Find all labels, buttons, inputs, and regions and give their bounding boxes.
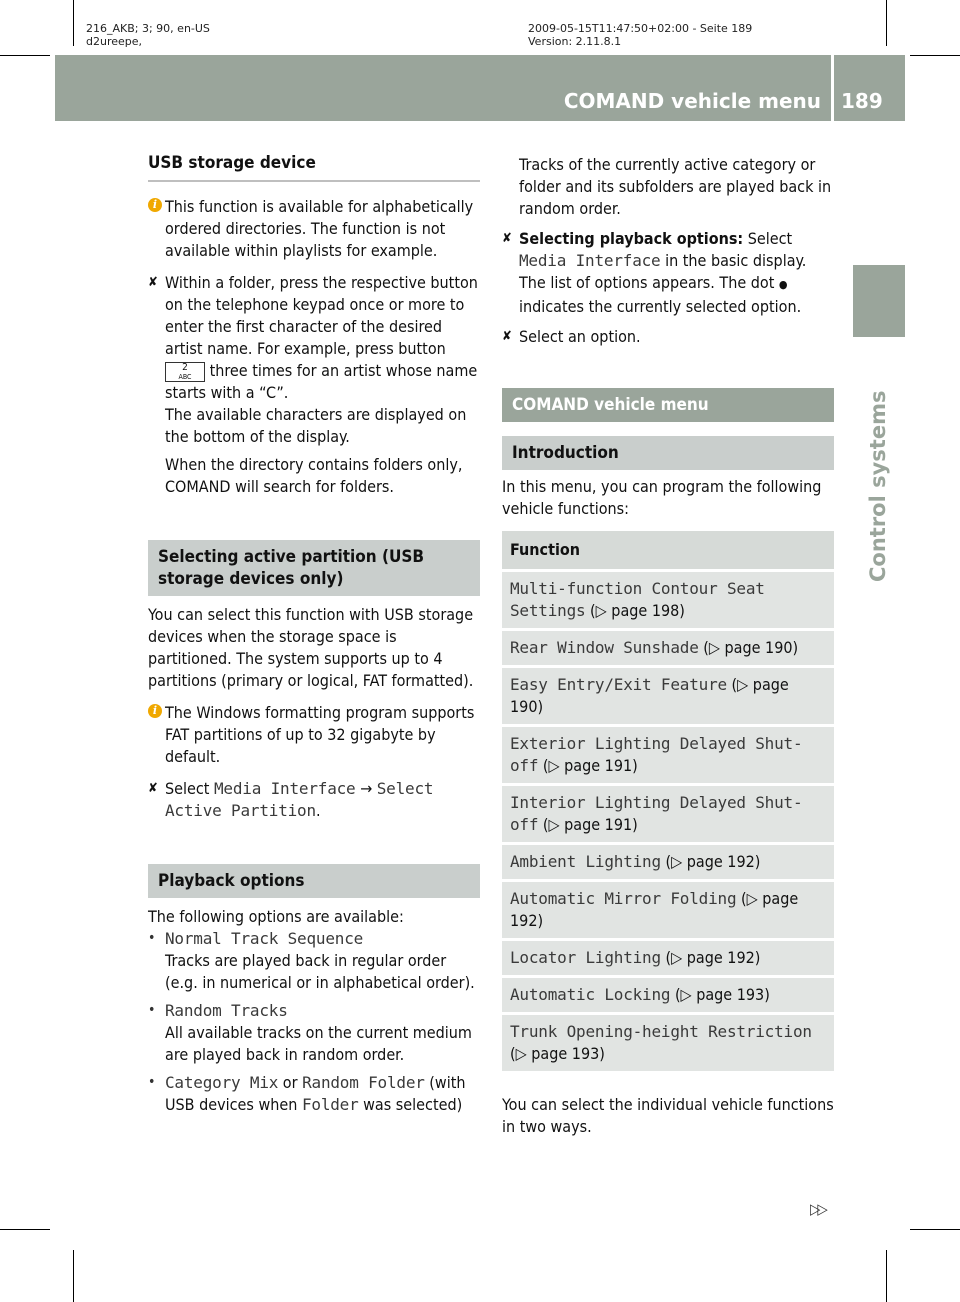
intro-heading: Introduction xyxy=(502,436,834,470)
step-text: indicates the currently selected option. xyxy=(519,297,802,316)
side-tab-bar xyxy=(853,265,905,337)
step-title: Selecting playback options: xyxy=(519,229,744,248)
step-text: Select an option. xyxy=(519,327,641,346)
option-name: Random Tracks xyxy=(165,1001,288,1020)
crop-mark xyxy=(0,55,50,56)
table-row xyxy=(502,727,834,783)
print-meta-left xyxy=(86,22,210,48)
bullet-icon: • xyxy=(148,1002,156,1018)
step-text: . xyxy=(315,801,321,820)
crop-mark xyxy=(0,1229,50,1230)
key-2-icon xyxy=(165,362,205,382)
continued-text: Tracks of the currently active category or folder and its subfolders are played back in random order. xyxy=(519,155,832,218)
bullet-icon: • xyxy=(148,930,156,946)
step-arrow-icon: ✘ xyxy=(148,781,158,796)
table-header: Function xyxy=(502,531,834,569)
instruction-step xyxy=(502,326,834,348)
option-name: Category Mix xyxy=(165,1073,279,1092)
table-row xyxy=(502,845,834,879)
table-row xyxy=(502,941,834,975)
menu-path: Media Interface xyxy=(214,779,356,798)
function-name: Exterior Lighting Delayed Shut-off xyxy=(510,734,803,775)
partition-heading: Selecting active partition (USB storage devices only) xyxy=(148,540,480,596)
page-reference: (▷ page 193) xyxy=(510,1044,605,1063)
menu-path: Select Active Partition xyxy=(165,779,434,820)
crop-mark xyxy=(910,1229,960,1230)
option-name: Normal Track Sequence xyxy=(165,929,364,948)
continue-icon: ▷▷ xyxy=(810,1200,825,1218)
right-column xyxy=(502,154,834,1138)
step-text: When the directory contains folders only, COMAND will search for folders. xyxy=(165,455,463,496)
meta-line: 2009-05-15T11:47:50+02:00 - Seite 189 xyxy=(528,22,753,35)
info-text: This function is available for alphabetically ordered directories. The function is not available within playlists for example. xyxy=(165,197,474,260)
bullet-icon: • xyxy=(148,1074,156,1090)
function-name: Easy Entry/Exit Feature xyxy=(510,675,727,694)
table-row xyxy=(502,1015,834,1071)
option-desc: was selected) xyxy=(363,1095,463,1114)
page-number: 189 xyxy=(841,89,883,113)
option-name: Random Folder xyxy=(302,1073,425,1092)
function-cell xyxy=(502,845,834,879)
table-row xyxy=(502,786,834,842)
option-desc: All available tracks on the current medium are played back in random order. xyxy=(165,1023,472,1064)
function-cell xyxy=(502,1015,834,1071)
info-note xyxy=(148,196,480,262)
meta-line: Version: 2.11.8.1 xyxy=(528,35,622,48)
usb-heading: USB storage device xyxy=(148,152,480,182)
function-name: Automatic Mirror Folding xyxy=(510,889,737,908)
function-cell xyxy=(502,941,834,975)
intro-text: In this menu, you can program the following vehicle functions: xyxy=(502,477,822,518)
page-reference: (▷ page 198) xyxy=(590,601,685,620)
step-text: in the basic display. The list of options appears. The dot xyxy=(519,251,807,292)
dot-icon: ● xyxy=(778,278,788,291)
function-cell xyxy=(502,631,834,665)
option-desc: (with USB devices when xyxy=(165,1073,466,1114)
instruction-step xyxy=(148,778,480,822)
option-desc: or xyxy=(282,1073,298,1092)
function-name: Automatic Locking xyxy=(510,985,671,1004)
page-reference: (▷ page 192) xyxy=(510,889,799,930)
option-item xyxy=(148,1072,480,1116)
step-text: three times for an artist whose name starts with a “C”. xyxy=(165,361,478,402)
table-row xyxy=(502,631,834,665)
option-item xyxy=(148,928,480,994)
option-item xyxy=(148,1000,480,1066)
info-text: The Windows formatting program supports FAT partitions of up to 32 gigabyte by default. xyxy=(165,703,475,766)
function-name: Locator Lighting xyxy=(510,948,661,967)
playback-intro: The following options are available: xyxy=(148,907,404,926)
function-cell xyxy=(502,978,834,1012)
meta-line: d2ureepe, xyxy=(86,35,143,48)
instruction-step xyxy=(148,272,480,498)
step-text: Within a folder, press the respective button on the telephone keypad once or more to enter the first character of the desired artist name. For example, press button xyxy=(165,273,478,358)
keycap-letters: ABC xyxy=(178,372,192,381)
page-reference: (▷ page 193) xyxy=(674,985,770,1004)
step-text: Select xyxy=(165,779,210,798)
table-row xyxy=(502,978,834,1012)
page-reference: (▷ page 192) xyxy=(665,852,761,871)
partition-text: You can select this function with USB storage devices when the storage space is partitioned. The system supports up to 4 partitions (primary or logical, FAT formatted). xyxy=(148,605,474,690)
function-table xyxy=(502,528,834,1074)
playback-heading: Playback options xyxy=(148,864,480,898)
page-reference: (▷ page 192) xyxy=(665,948,761,967)
table-row xyxy=(502,882,834,938)
header-bar xyxy=(55,55,905,121)
step-arrow-icon: ✘ xyxy=(148,275,158,290)
info-icon: i xyxy=(148,704,162,718)
function-name: Trunk Opening-height Restriction xyxy=(510,1022,812,1041)
crop-mark xyxy=(73,0,74,46)
function-cell xyxy=(502,786,834,842)
crop-mark xyxy=(73,1250,74,1302)
table-row xyxy=(502,572,834,628)
option-desc: Tracks are played back in regular order (e.g. in numerical or in alphabetical order). xyxy=(165,951,475,992)
step-text: The available characters are displayed on the bottom of the display. xyxy=(165,405,467,446)
section-heading: COMAND vehicle menu xyxy=(502,388,834,422)
function-cell xyxy=(502,882,834,938)
function-name: Multi-function Contour Seat Settings xyxy=(510,579,765,620)
print-meta-right xyxy=(528,22,752,48)
arrow-right-icon: → xyxy=(360,779,373,798)
left-column xyxy=(148,152,480,1116)
side-tab-label: Control systems xyxy=(866,390,890,582)
option-name: Folder xyxy=(301,1095,359,1114)
header-title: COMAND vehicle menu xyxy=(563,89,821,113)
function-name: Rear Window Sunshade xyxy=(510,638,699,657)
menu-path: Media Interface xyxy=(519,251,661,270)
function-cell xyxy=(502,572,834,628)
function-name: Interior Lighting Delayed Shut-off xyxy=(510,793,803,834)
table-row xyxy=(502,668,834,724)
function-cell xyxy=(502,727,834,783)
step-arrow-icon: ✘ xyxy=(502,329,512,344)
page-reference: (▷ page 191) xyxy=(542,815,638,834)
function-cell xyxy=(502,668,834,724)
crop-mark xyxy=(886,0,887,46)
step-text: Select xyxy=(747,229,793,248)
page-reference: (▷ page 190) xyxy=(510,675,789,716)
function-name: Ambient Lighting xyxy=(510,852,661,871)
crop-mark xyxy=(910,55,960,56)
closing-text: You can select the individual vehicle functions in two ways. xyxy=(502,1095,834,1136)
crop-mark xyxy=(886,1250,887,1302)
page-reference: (▷ page 191) xyxy=(542,756,638,775)
page-reference: (▷ page 190) xyxy=(703,638,799,657)
step-arrow-icon: ✘ xyxy=(502,231,512,246)
info-note xyxy=(148,702,480,768)
function-table-body xyxy=(502,572,834,1071)
instruction-step xyxy=(502,228,834,318)
meta-line: 216_AKB; 3; 90, en-US xyxy=(86,22,210,35)
header-separator xyxy=(831,55,834,121)
info-icon: i xyxy=(148,198,162,212)
keycap-digit: 2 xyxy=(182,361,188,373)
